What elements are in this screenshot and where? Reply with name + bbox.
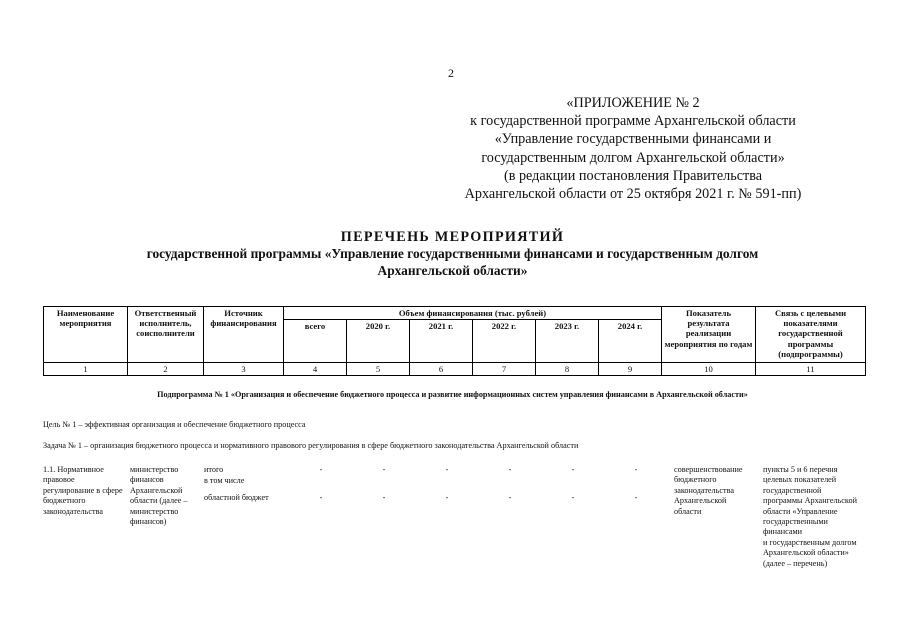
activities-table xyxy=(43,306,866,376)
column-number: 10 xyxy=(662,363,756,376)
column-number-row xyxy=(44,363,866,376)
column-number: 8 xyxy=(536,363,599,376)
document-title: ПЕРЕЧЕНЬ МЕРОПРИЯТИЙ xyxy=(340,229,565,245)
column-number: 11 xyxy=(756,363,866,376)
text-line: финансов xyxy=(130,475,164,485)
text-line: министерство xyxy=(130,506,179,516)
text-line: государственной xyxy=(763,485,822,495)
text-line: финансов) xyxy=(130,517,167,527)
text-line: государственными xyxy=(763,517,828,527)
column-number: 3 xyxy=(204,363,284,376)
text-line: финансами xyxy=(763,527,803,537)
value-regional-2021: - xyxy=(445,493,449,502)
value-regional-sum: - xyxy=(319,493,323,502)
col-header-link: Связь с целевыми показателями государственной программы (подпрограммы) xyxy=(756,307,866,363)
col-header-2020: 2020 г. xyxy=(347,320,410,363)
column-number: 1 xyxy=(44,363,128,376)
task-text: Задача № 1 – организация бюджетного процесса и нормативного правового регулирования в сфере бюджетного законодательства Архангельской области xyxy=(43,441,579,450)
activity-target-link xyxy=(763,465,875,569)
source-including: в том числе xyxy=(204,476,245,485)
value-total-2021: - xyxy=(445,465,449,474)
appendix-line: государственным долгом Архангельской области» xyxy=(481,149,785,166)
activity-executor xyxy=(130,465,204,527)
col-header-2024: 2024 г. xyxy=(599,320,662,363)
text-line: регулирование в сфере xyxy=(43,485,123,495)
text-line: программы Архангельской xyxy=(763,496,857,506)
text-line: законодательства xyxy=(674,485,734,495)
value-total-2022: - xyxy=(508,465,512,474)
column-number: 6 xyxy=(410,363,473,376)
col-header-indicator: Показатель результата реализации мероприятия по годам xyxy=(662,307,756,363)
goal-text: Цель № 1 – эффективная организация и обеспечение бюджетного процесса xyxy=(43,420,306,429)
col-header-2021: 2021 г. xyxy=(410,320,473,363)
appendix-line: «ПРИЛОЖЕНИЕ № 2 xyxy=(566,95,700,111)
text-line: (далее – перечень) xyxy=(763,558,828,568)
col-header-total: всего xyxy=(284,320,347,363)
appendix-line: к государственной программе Архангельской области xyxy=(470,113,796,130)
col-header-volume: Объем финансирования (тыс. рублей) xyxy=(284,307,662,320)
text-line: совершенствование xyxy=(674,465,743,474)
col-header-executor: Ответственный исполнитель, соисполнители xyxy=(128,307,204,363)
text-line: пункты 5 и 6 перечня xyxy=(763,465,838,474)
column-number: 5 xyxy=(347,363,410,376)
text-line: области «Управление xyxy=(763,506,838,516)
col-header-2022: 2022 г. xyxy=(473,320,536,363)
source-regional-budget: областной бюджет xyxy=(204,493,269,502)
text-line: области (далее – xyxy=(130,496,188,506)
text-line: Архангельской xyxy=(130,485,183,495)
value-regional-2022: - xyxy=(508,493,512,502)
value-regional-2024: - xyxy=(634,493,638,502)
value-total-2023: - xyxy=(571,465,575,474)
text-line: и государственным долгом xyxy=(763,537,857,547)
col-header-source: Источник финансирования xyxy=(204,307,284,363)
appendix-line: Архангельской области от 25 октября 2021 г. № 591-пп) xyxy=(464,186,802,203)
col-header-name: Наименование мероприятия xyxy=(44,307,128,363)
text-line: области xyxy=(674,506,702,516)
text-line: Архангельской области» xyxy=(763,548,849,558)
subtitle-line: Архангельской области» xyxy=(377,262,528,278)
text-line: законодательства xyxy=(43,506,103,516)
page-number: 2 xyxy=(448,66,454,80)
appendix-line: «Управление государственными финансами и xyxy=(494,131,772,148)
column-number: 4 xyxy=(284,363,347,376)
appendix-line: (в редакции постановления Правительства xyxy=(503,167,763,184)
column-number: 2 xyxy=(128,363,204,376)
text-line: министерство xyxy=(130,465,179,474)
value-regional-2020: - xyxy=(382,493,386,502)
value-total-2024: - xyxy=(634,465,638,474)
activity-name xyxy=(43,465,127,517)
text-line: 1.1. Нормативное xyxy=(43,465,104,474)
column-number: 9 xyxy=(599,363,662,376)
value-total-sum: - xyxy=(319,465,323,474)
text-line: целевых показателей xyxy=(763,475,837,485)
text-line: Архангельской xyxy=(674,496,727,506)
text-line: бюджетного xyxy=(43,496,86,506)
subtitle-line: государственной программы «Управление государственными финансами и государственным долгом xyxy=(146,246,759,261)
value-regional-2023: - xyxy=(571,493,575,502)
subprogram-heading: Подпрограмма № 1 «Организация и обеспечение бюджетного процесса и развитие информационных систем управления финансами в Архангельской области» xyxy=(157,390,748,399)
text-line: правовое xyxy=(43,475,75,485)
column-number: 7 xyxy=(473,363,536,376)
col-header-2023: 2023 г. xyxy=(536,320,599,363)
appendix-header xyxy=(423,94,843,203)
source-total: итого xyxy=(204,465,224,474)
activity-indicator xyxy=(674,465,764,517)
header-row xyxy=(44,307,866,320)
value-total-2020: - xyxy=(382,465,386,474)
text-line: бюджетного xyxy=(674,475,717,485)
document-subtitle xyxy=(95,246,810,279)
